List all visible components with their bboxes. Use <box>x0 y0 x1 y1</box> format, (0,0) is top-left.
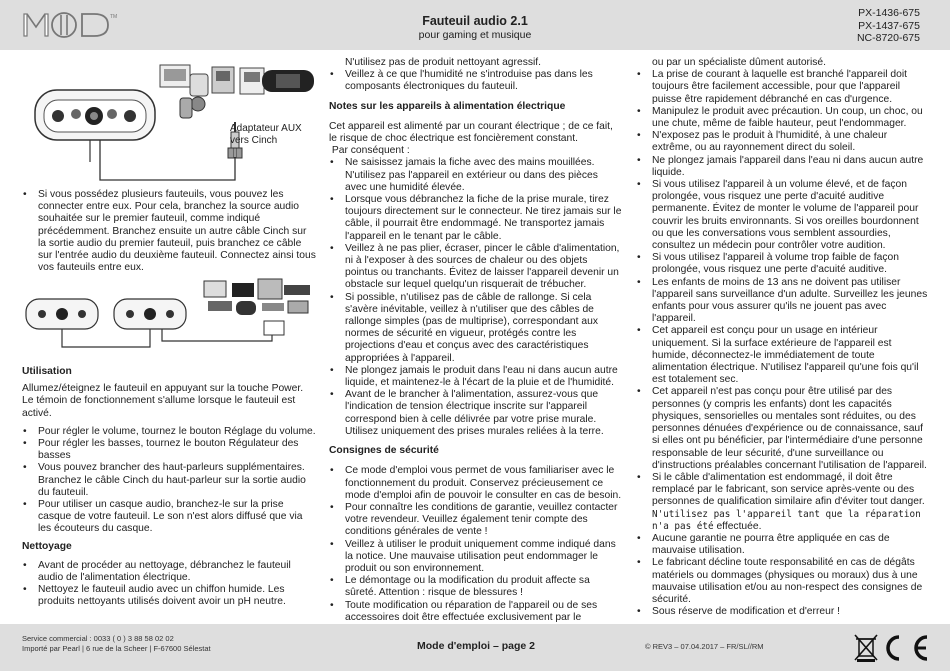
section-heading-nettoyage: Nettoyage <box>22 540 72 552</box>
paragraph: Cet appareil est alimenté par un courant électrique ; de ce fait, le risque de choc électrique est foncièrement constant. <box>329 120 613 145</box>
list-item: • La prise de courant à laquelle est branché l'appareil doit toujours être facilement accessible, pour que l'appareil puisse être rapidement débranché en cas d'urgence. <box>636 69 928 106</box>
paragraph: Allumez/éteignez le fauteuil en appuyant sur la touche Power. Le témoin de fonctionnement s'allume lorsque le fauteuil est activé. <box>22 383 304 419</box>
document-title: Fauteuil audio 2.1 <box>422 14 528 28</box>
chair-control-panel <box>114 299 186 329</box>
list-item: • Ne saisissez jamais la fiche avec des mains mouillées. N'utilisez pas l'appareil en extérieur ou dans des pièces avec une humidité élevée. <box>329 157 622 194</box>
list-item: • Pour connaître les conditions de garantie, veuillez contacter votre revendeur. Veuillez également tenir compte des conditions générales de vente ! <box>329 502 622 539</box>
model-numbers <box>857 7 920 45</box>
brand-logo <box>22 9 118 41</box>
list-item: • Ne plongez jamais l'appareil dans l'eau ni dans aucun autre liquide. <box>636 155 928 179</box>
list-item: • Aucune garantie ne pourra être appliquée en cas de mauvaise utilisation. <box>636 533 928 557</box>
connection-diagram-multiple-chairs <box>22 277 317 355</box>
footer-contact <box>22 634 211 654</box>
chair-control-panel <box>35 90 155 140</box>
column-3 <box>636 57 928 618</box>
list-item: • Lorsque vous débranchez la fiche de la prise murale, tirez toujours directement sur le connecteur. Ne tirez jamais sur le câble, il pourrait être endommagé. Ne transportez jamais l'appareil en le tenant par le câble. <box>329 194 622 243</box>
list-item: • Pour utiliser un casque audio, branchez-le sur la prise casque de votre fauteuil. Le son n'est alors diffusé que via les écouteurs du casque. <box>22 499 317 536</box>
list-item: • Nettoyez le fauteuil audio avec un chiffon humide. Les produits nettoyants utilisés doivent avoir un pH neutre. <box>22 584 317 608</box>
list-item: • Si vous utilisez l'appareil à un volume élevé, et de façon prolongée, vous risquez une perte d'acuité auditive permanente. Évitez de monter le volume de l'appareil pour couvrir les bruits environnants. Si vos oreilles bourdonnent ou que les conversations vous semblent assourdies, consultez un médecin pour contrôler votre audition. <box>636 179 928 252</box>
section-heading-notes: Notes sur les appareils à alimentation électrique <box>329 100 566 112</box>
paragraph: N'utilisez pas de produit nettoyant agressif. <box>345 57 541 68</box>
column-1-lower <box>22 366 317 609</box>
list-item: • Les enfants de moins de 13 ans ne doivent pas utiliser l'appareil sans surveillance d'un adulte. Surveillez les jeunes enfants pour vous assurer qu'ils ne jouent pas avec l'appareil. <box>636 277 928 326</box>
list-item: • Cet appareil est conçu pour un usage en intérieur uniquement. Si la surface extérieure de l'appareil est humide, déconnectez-le immédiatement de toute alimentation électrique. N'utilisez l'appareil qu'une fois qu'il est totalement sec. <box>636 325 928 386</box>
footer-revision: © REV3 – 07.04.2017 – FR/SL//RM <box>645 642 764 651</box>
list-item: • Si vous possédez plusieurs fauteuils, vous pouvez les connecter entre eux. Pour cela, branchez la source audio souhaitée sur le premier fauteuil, comme indiqué précédemment. Branchez ensuite un autre câble Cinch sur la sortie audio du premier fauteuil, puis branchez ce câble sur l'entrée audio du deuxième fauteuil. Connectez ainsi tous vos fauteuils entre eux. <box>22 189 317 274</box>
section-heading-utilisation: Utilisation <box>22 366 72 377</box>
footer-service: Service commercial : 0033 ( 0 ) 3 88 58 02 02 <box>22 634 174 643</box>
column-2 <box>329 57 622 636</box>
text-run: N'utilisez pas l'appareil tant que la réparation n'a pas été <box>652 508 921 532</box>
model-number: PX-1436-675 <box>858 7 920 19</box>
section-heading-consignes: Consignes de sécurité <box>329 445 439 457</box>
weee-bin-icon <box>855 635 877 662</box>
list-item: • Ne plongez jamais le produit dans l'eau ni dans aucun autre liquide, et maintenez-le à l'écart de la pluie et de l'humidité. <box>329 365 622 389</box>
aux-adapter-label-line1: Adaptateur AUX <box>230 123 302 134</box>
list-item <box>636 472 928 533</box>
list-item: • Ce mode d'emploi vous permet de vous familiariser avec le fonctionnement du produit. Conservez précieusement ce mode d'emploi afin de pouvoir le consulter en cas de besoin. <box>329 465 622 502</box>
connection-diagram-aux <box>30 62 320 187</box>
column-1 <box>22 189 317 274</box>
list-item: • Sous réserve de modification et d'erreur ! <box>636 606 928 618</box>
model-number: NC-8720-675 <box>856 32 920 44</box>
list-item: • Veillez à ne pas plier, écraser, pincer le câble d'alimentation, ni à l'exposer à des sources de chaleur ou des objets pointus ou tranchants. Évitez de laisser l'appareil devenir un obstacle sur lequel quelqu'un risquerait de trébucher. <box>329 243 622 292</box>
chair-control-panel <box>26 299 98 329</box>
list-item: • Pour régler le volume, tournez le bouton Réglage du volume. <box>22 426 317 438</box>
paragraph: Par conséquent : <box>329 145 410 157</box>
ce-mark-icon <box>888 637 927 659</box>
media-devices-illustration <box>204 279 310 315</box>
list-item: • Cet appareil n'est pas conçu pour être utilisé par des personnes (y compris les enfants) dont les capacités physiques, sensorielles ou mentales sont réduites, ou des personnes dénuées d'expérience ou de connaissance, sauf si elles ont pu bénéficier, par l'intermédiaire d'une personne responsable de leur sécurité, d'une surveillance ou d'instructions préalables concernant l'utilisation de l'appareil. <box>636 386 928 471</box>
page-footer <box>0 624 950 671</box>
list-item: • Veillez à utiliser le produit uniquement comme indiqué dans la notice. Une mauvaise utilisation peut endommager le produit ou son environnement. <box>329 539 622 576</box>
footer-importer: Importé par Pearl | 6 rue de la Scheer | F-67600 Sélestat <box>22 644 211 653</box>
list-item: • Si possible, n'utilisez pas de câble de rallonge. Si cela s'avère inévitable, veillez à n'utiliser que des câbles de rallonge simples (pas de multiprise), correspondant aux normes de sécurité en vigueur, protégés contre les projections d'eau et conçus avec des caractéristiques appropriées à l'appareil. <box>329 292 622 365</box>
list-item: • Avant de le brancher à l'alimentation, assurez-vous que l'indication de tension électrique inscrite sur l'appareil correspond bien à celle délivrée par votre prise murale. Utilisez uniquement des prises murales reliées à la terre. <box>329 389 622 438</box>
aux-adapter-label-line2: vers Cinch <box>230 135 278 146</box>
media-devices-illustration <box>160 65 314 118</box>
list-item: • Si vous utilisez l'appareil à volume trop faible de façon prolongée, vous risquez une perte d'acuité auditive. <box>636 252 928 276</box>
svg-text:TM: TM <box>110 14 118 20</box>
certification-marks <box>853 633 933 663</box>
list-item: • Toute modification ou réparation de l'appareil ou de ses accessoires doit être effectuée exclusivement par le <box>329 600 622 637</box>
list-item: • Manipulez le produit avec précaution. Un coup, un choc, ou une chute, même de faible hauteur, peut l'endommager. <box>636 106 928 130</box>
document-title-block <box>330 14 620 42</box>
list-item: • Avant de procéder au nettoyage, débranchez le fauteuil audio de l'alimentation électrique. <box>22 560 317 584</box>
list-item: • Veillez à ce que l'humidité ne s'introduise pas dans les composants électroniques du fauteuil. <box>329 69 622 93</box>
page-header <box>0 0 950 50</box>
list-item: • N'exposez pas le produit à l'humidité, à une chaleur extrême, ou au rayonnement direct du soleil. <box>636 130 928 154</box>
text-run: Si le câble d'alimentation est endommagé, il doit être remplacé par le fabricant, son service après-vente ou des personnes de qualification similaire afin d'éviter tout danger. <box>652 471 925 508</box>
paragraph: ou par un spécialiste dûment autorisé. <box>652 57 827 68</box>
footer-page-label: Mode d'emploi – page 2 <box>417 640 536 652</box>
list-item: • Vous pouvez brancher des haut-parleurs supplémentaires. Branchez le câble Cinch du haut-parleur sur la sortie audio du fauteuil. <box>22 462 317 499</box>
text-run: effectuée. <box>713 520 762 532</box>
list-item: • Pour régler les basses, tournez le bouton Régulateur des basses <box>22 438 317 462</box>
list-item: • Le fabricant décline toute responsabilité en cas de dégâts matériels ou dommages (physiques ou moraux) dus à une mauvaise utilisation et/ou au non-respect des consignes de sécurité. <box>636 557 928 606</box>
list-item: • Le démontage ou la modification du produit affecte sa sûreté. Attention : risque de blessures ! <box>329 575 622 599</box>
document-subtitle: pour gaming et musique <box>418 29 532 41</box>
model-number: PX-1437-675 <box>858 19 920 32</box>
